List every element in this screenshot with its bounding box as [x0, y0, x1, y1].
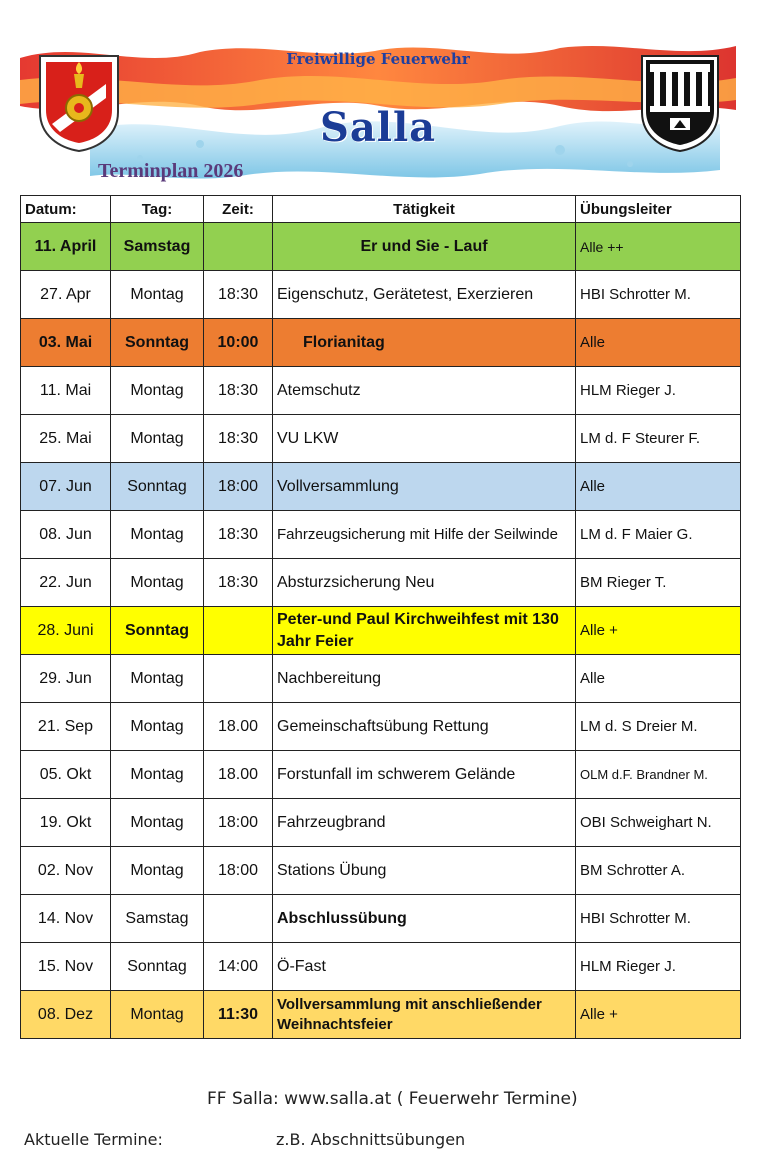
- cell-zeit: [204, 655, 273, 703]
- table-row: [21, 991, 741, 1039]
- cell-tag: Sonntag: [111, 943, 204, 991]
- table-row: [21, 559, 741, 607]
- cell-datum: 07. Jun: [21, 463, 111, 511]
- town-name: Salla: [319, 104, 437, 151]
- cell-datum: 25. Mai: [21, 415, 111, 463]
- table-row: [21, 847, 741, 895]
- cell-zeit: 18:00: [204, 799, 273, 847]
- cell-datum: 14. Nov: [21, 895, 111, 943]
- cell-zeit: 18:30: [204, 511, 273, 559]
- cell-leiter: Alle +: [576, 607, 741, 655]
- cell-taetigkeit: Vollversammlung mit anschließender Weihnachtsfeier: [273, 991, 576, 1039]
- cell-taetigkeit: Ö-Fast: [273, 943, 576, 991]
- cell-leiter: Alle: [576, 655, 741, 703]
- table-row: [21, 751, 741, 799]
- cell-leiter: BM Rieger T.: [576, 559, 741, 607]
- cell-tag: Montag: [111, 415, 204, 463]
- table-row: [21, 511, 741, 559]
- table-row: [21, 223, 741, 271]
- cell-tag: Montag: [111, 991, 204, 1039]
- table-row: [21, 463, 741, 511]
- cell-leiter: BM Schrotter A.: [576, 847, 741, 895]
- table-row: [21, 895, 741, 943]
- cell-leiter: Alle: [576, 463, 741, 511]
- cell-zeit: 18:30: [204, 367, 273, 415]
- cell-leiter: OLM d.F. Brandner M.: [576, 751, 741, 799]
- organization-name: Freiwillige Feuerwehr: [286, 50, 470, 68]
- cell-taetigkeit: Nachbereitung: [273, 655, 576, 703]
- cell-tag: Montag: [111, 559, 204, 607]
- cell-datum: 02. Nov: [21, 847, 111, 895]
- column-header-taetigkeit: Tätigkeit: [273, 196, 576, 223]
- cell-taetigkeit: VU LKW: [273, 415, 576, 463]
- cell-zeit: [204, 223, 273, 271]
- cell-leiter: LM d. F Maier G.: [576, 511, 741, 559]
- cell-datum: 08. Jun: [21, 511, 111, 559]
- cell-datum: 29. Jun: [21, 655, 111, 703]
- table-row: [21, 943, 741, 991]
- schedule-table: [20, 195, 741, 1039]
- cell-taetigkeit: Peter-und Paul Kirchweihfest mit 130 Jahr Feier: [273, 607, 576, 655]
- cell-zeit: 10:00: [204, 319, 273, 367]
- cell-zeit: 18.00: [204, 703, 273, 751]
- cell-leiter: LM d. F Steurer F.: [576, 415, 741, 463]
- cell-taetigkeit: Gemeinschaftsübung Rettung: [273, 703, 576, 751]
- cell-tag: Samstag: [111, 895, 204, 943]
- cell-leiter: HLM Rieger J.: [576, 367, 741, 415]
- table-row: [21, 607, 741, 655]
- cell-taetigkeit: Eigenschutz, Gerätetest, Exerzieren: [273, 271, 576, 319]
- cell-taetigkeit: Atemschutz: [273, 367, 576, 415]
- cell-tag: Montag: [111, 367, 204, 415]
- cell-leiter: Alle: [576, 319, 741, 367]
- cell-datum: 21. Sep: [21, 703, 111, 751]
- cell-tag: Montag: [111, 703, 204, 751]
- cell-leiter: Alle ++: [576, 223, 741, 271]
- cell-datum: 05. Okt: [21, 751, 111, 799]
- table-row: [21, 319, 741, 367]
- column-header-zeit: Zeit:: [204, 196, 273, 223]
- cell-tag: Montag: [111, 271, 204, 319]
- column-header-datum: Datum:: [21, 196, 111, 223]
- cell-taetigkeit: Abschlussübung: [273, 895, 576, 943]
- cell-tag: Montag: [111, 799, 204, 847]
- cell-taetigkeit: Absturzsicherung Neu: [273, 559, 576, 607]
- website-note: FF Salla: www.salla.at ( Feuerwehr Termine): [207, 1089, 578, 1109]
- cell-leiter: OBI Schweighart N.: [576, 799, 741, 847]
- current-dates-example: z.B. Abschnittsübungen: [276, 1130, 466, 1149]
- cell-zeit: 18:30: [204, 415, 273, 463]
- cell-tag: Montag: [111, 751, 204, 799]
- cell-leiter: HBI Schrotter M.: [576, 895, 741, 943]
- cell-taetigkeit: Fahrzeugbrand: [273, 799, 576, 847]
- cell-tag: Sonntag: [111, 607, 204, 655]
- plan-title: Terminplan 2026: [98, 160, 244, 182]
- cell-datum: 15. Nov: [21, 943, 111, 991]
- column-header-tag: Tag:: [111, 196, 204, 223]
- cell-zeit: 18:00: [204, 847, 273, 895]
- cell-taetigkeit: Fahrzeugsicherung mit Hilfe der Seilwinde: [273, 511, 576, 559]
- cell-taetigkeit: Er und Sie - Lauf: [273, 223, 576, 271]
- cell-zeit: 18.00: [204, 751, 273, 799]
- cell-taetigkeit: Forstunfall im schwerem Gelände: [273, 751, 576, 799]
- cell-leiter: HBI Schrotter M.: [576, 271, 741, 319]
- table-header-row: [21, 196, 741, 223]
- table-row: [21, 367, 741, 415]
- cell-tag: Montag: [111, 847, 204, 895]
- cell-leiter: LM d. S Dreier M.: [576, 703, 741, 751]
- cell-zeit: 18:30: [204, 271, 273, 319]
- table-row: [21, 415, 741, 463]
- cell-taetigkeit: Vollversammlung: [273, 463, 576, 511]
- table-row: [21, 703, 741, 751]
- cell-leiter: Alle +: [576, 991, 741, 1039]
- cell-datum: 19. Okt: [21, 799, 111, 847]
- cell-tag: Montag: [111, 655, 204, 703]
- cell-zeit: 18:30: [204, 559, 273, 607]
- cell-zeit: 14:00: [204, 943, 273, 991]
- cell-datum: 08. Dez: [21, 991, 111, 1039]
- cell-zeit: [204, 895, 273, 943]
- cell-datum: 11. Mai: [21, 367, 111, 415]
- cell-tag: Samstag: [111, 223, 204, 271]
- cell-datum: 03. Mai: [21, 319, 111, 367]
- cell-zeit: [204, 607, 273, 655]
- cell-datum: 11. April: [21, 223, 111, 271]
- cell-zeit: 18:00: [204, 463, 273, 511]
- table-row: [21, 655, 741, 703]
- cell-zeit: 11:30: [204, 991, 273, 1039]
- cell-taetigkeit: Florianitag: [273, 319, 576, 367]
- cell-taetigkeit: Stations Übung: [273, 847, 576, 895]
- cell-datum: 22. Jun: [21, 559, 111, 607]
- cell-datum: 27. Apr: [21, 271, 111, 319]
- cell-leiter: HLM Rieger J.: [576, 943, 741, 991]
- current-dates-label: Aktuelle Termine:: [24, 1130, 163, 1149]
- cell-tag: Montag: [111, 511, 204, 559]
- cell-tag: Sonntag: [111, 463, 204, 511]
- column-header-uebungsleiter: Übungsleiter: [576, 196, 741, 223]
- cell-tag: Sonntag: [111, 319, 204, 367]
- table-row: [21, 799, 741, 847]
- table-row: [21, 271, 741, 319]
- cell-datum: 28. Juni: [21, 607, 111, 655]
